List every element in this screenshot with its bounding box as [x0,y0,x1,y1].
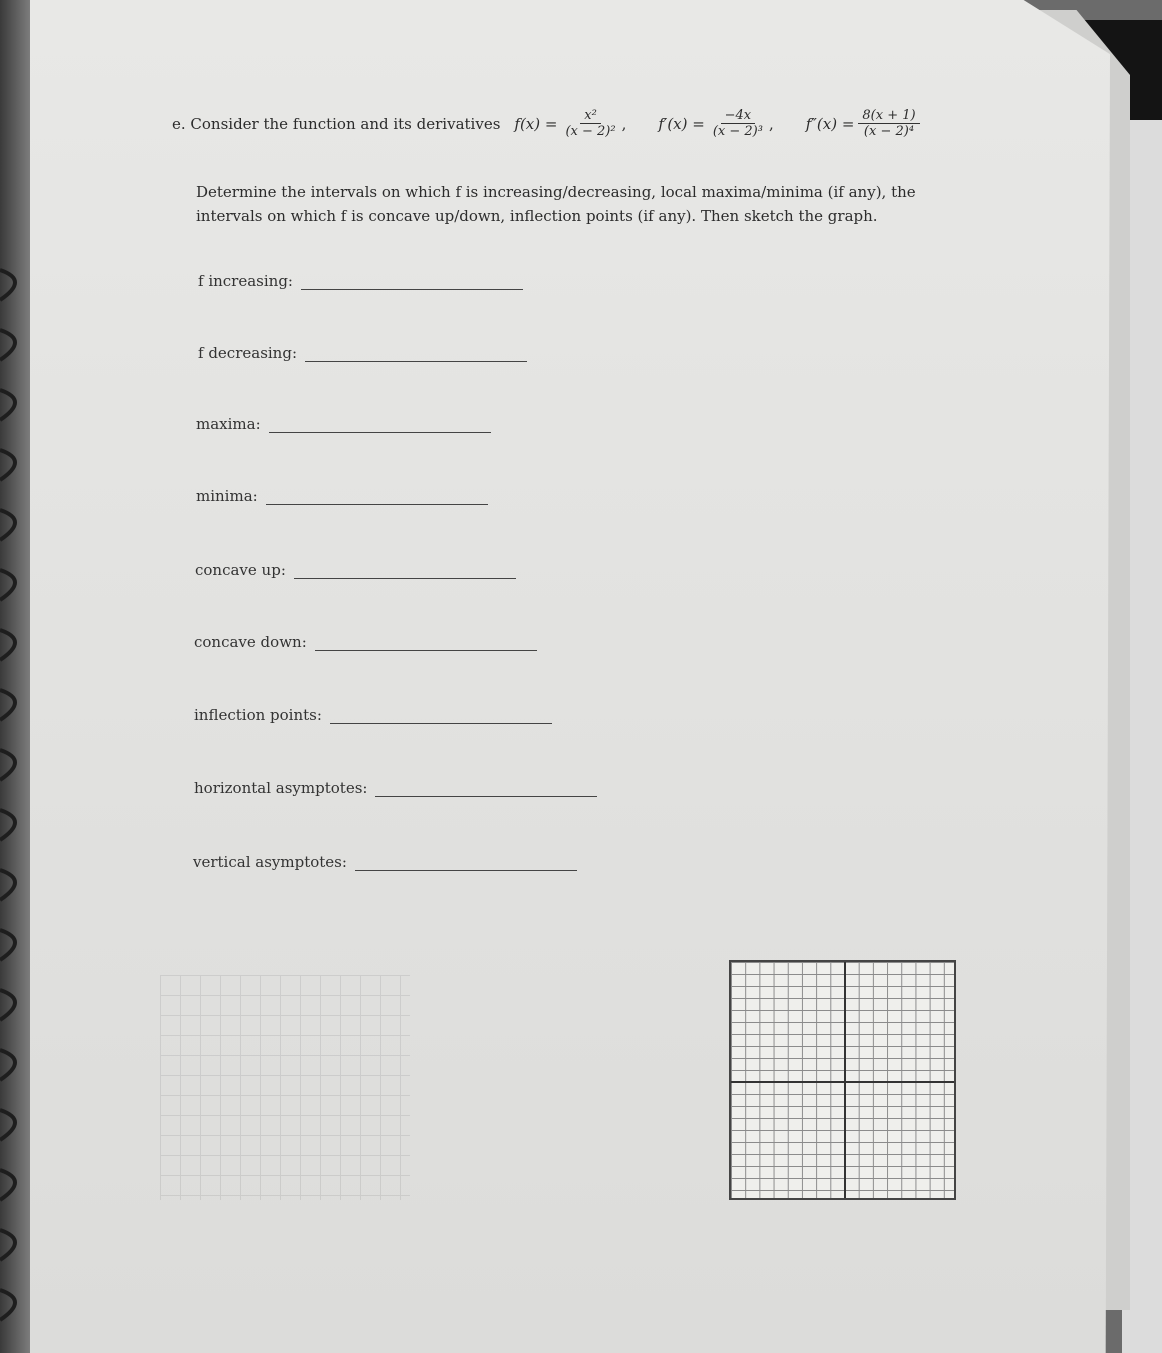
increasing-field [198,272,523,290]
concave-up-label: concave up: [195,561,286,579]
concave-down-answer-line[interactable] [315,636,537,651]
vertical-asymptotes-field [193,853,577,871]
maxima-label: maxima: [196,415,261,433]
increasing-answer-line[interactable] [301,275,523,290]
fdouble-fraction [858,108,919,139]
horizontal-asymptotes-answer-line[interactable] [375,782,597,797]
instructions: Determine the intervals on which f is increasing/decreasing, local maxima/minima (if any), the intervals on which f is concave up/down, inflection points (if any). Then sketch the graph. [196,183,916,225]
horizontal-asymptotes-field [194,779,597,797]
minima-answer-line[interactable] [266,490,488,505]
fdouble-name: f″(x) = [805,114,855,133]
minima-field [196,487,488,505]
problem-label: e. Consider the function and its derivatives [172,114,501,133]
bleed-through-graph [160,975,410,1200]
concave-down-field [194,633,537,651]
separator: , [768,114,774,133]
f-name: f(x) = [514,114,558,133]
f-denominator: (x − 2)² [565,124,616,139]
fdouble-numerator: 8(x + 1) [858,108,919,124]
concave-up-field [195,561,516,579]
decreasing-answer-line[interactable] [305,347,527,362]
vertical-asymptotes-label: vertical asymptotes: [193,853,347,871]
separator: , [621,114,627,133]
inflection-answer-line[interactable] [330,709,552,724]
maxima-answer-line[interactable] [269,418,491,433]
fprime-name: f′(x) = [658,114,705,133]
x-axis [731,1081,954,1083]
decreasing-field [198,344,527,362]
f-numerator: x² [580,108,601,124]
problem-statement [172,108,922,139]
horizontal-asymptotes-label: horizontal asymptotes: [194,779,368,797]
f-fraction [561,108,619,139]
fprime-fraction [709,108,767,139]
concave-down-label: concave down: [194,633,307,651]
inflection-field [194,706,552,724]
sketch-grid[interactable] [729,960,956,1200]
decreasing-label: f decreasing: [198,344,298,362]
fdouble-denominator: (x − 2)⁴ [863,124,915,139]
vertical-asymptotes-answer-line[interactable] [355,856,577,871]
increasing-label: f increasing: [198,272,293,290]
fprime-denominator: (x − 2)³ [712,124,763,139]
minima-label: minima: [196,487,258,505]
y-axis [844,962,846,1198]
maxima-field [196,415,491,433]
fprime-numerator: −4x [721,108,756,124]
inflection-label: inflection points: [194,706,322,724]
concave-up-answer-line[interactable] [294,564,516,579]
